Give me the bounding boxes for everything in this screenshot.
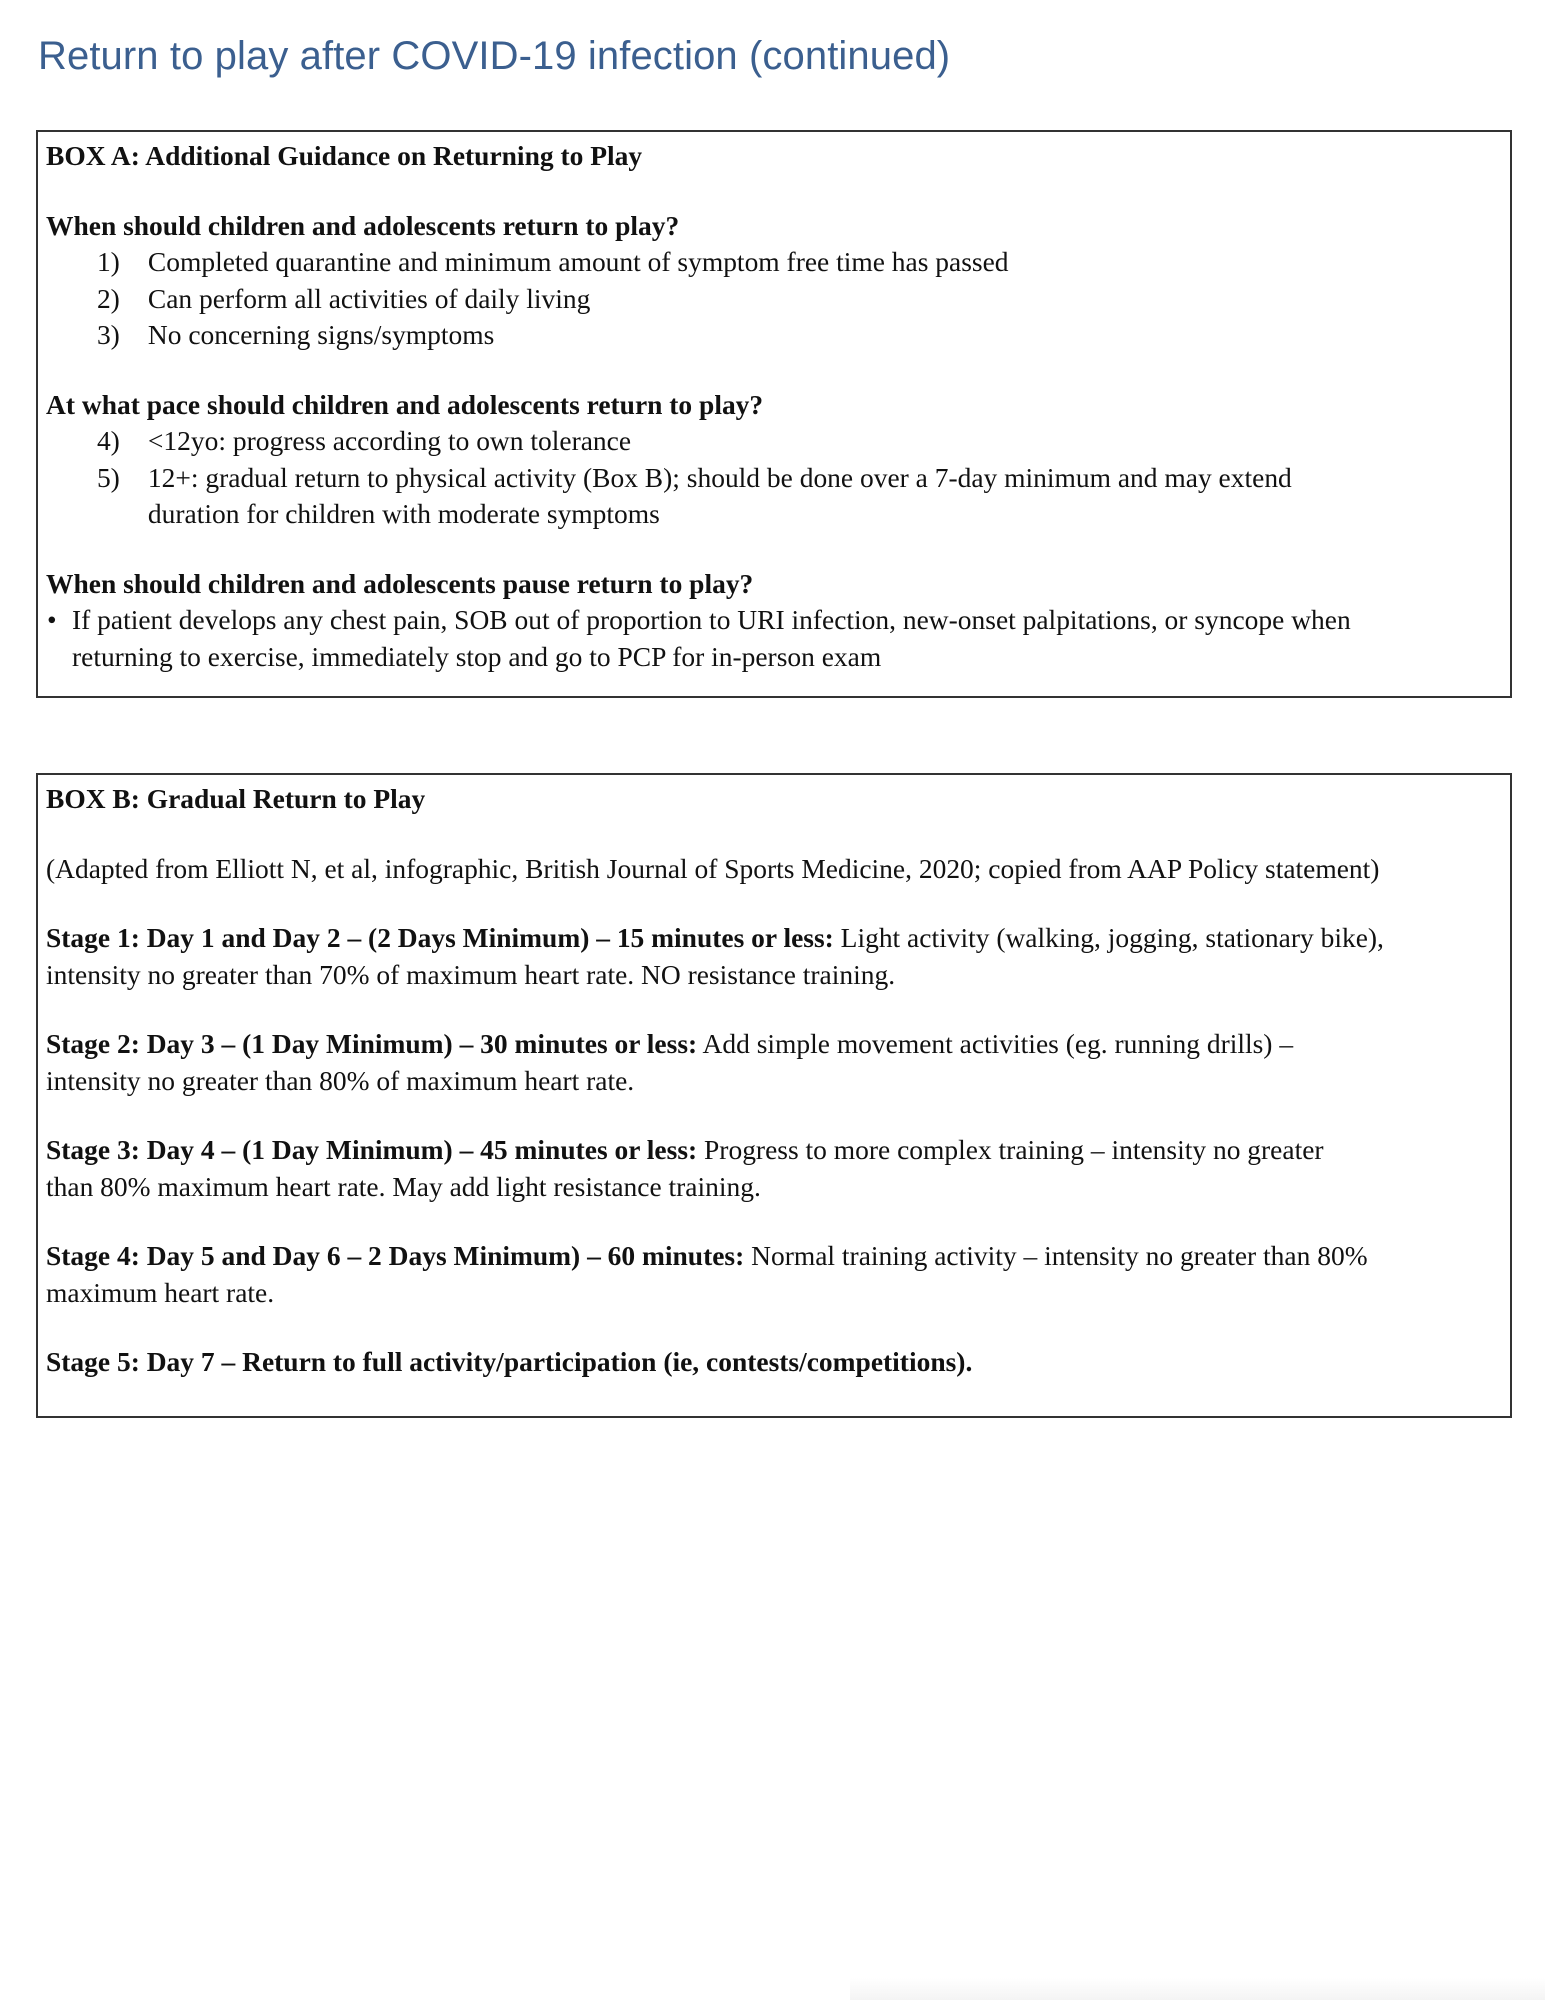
section-heading: When should children and adolescents pause return to play? <box>46 567 754 599</box>
list-number: 2) <box>96 282 120 314</box>
list-number: 1) <box>96 246 120 277</box>
list-item <box>46 317 1501 354</box>
bottom-shadow <box>850 1978 1545 2000</box>
section-heading: When should children and adolescents return to play? <box>46 209 680 241</box>
list-number: 4) <box>96 425 120 456</box>
stage-title: Stage 4: Day 5 and Day 6 – 2 Days Minimum) – 60 minutes: <box>46 1240 745 1271</box>
stage-2 <box>46 1026 1502 1099</box>
list-text: <12yo: progress according to own tolerance <box>147 425 632 456</box>
stage-title: Stage 1: Day 1 and Day 2 – (2 Days Minimum) – 15 minutes or less: <box>46 922 834 953</box>
stage-text-continuation: maximum heart rate. <box>46 1276 275 1308</box>
list-text: Can perform all activities of daily living <box>147 282 591 314</box>
stage-4 <box>46 1238 1502 1311</box>
bullet-item <box>46 602 1501 639</box>
stage-1 <box>46 920 1502 993</box>
list-item <box>46 460 1501 497</box>
box-b-title: BOX B: Gradual Return to Play <box>46 783 426 814</box>
bullet-icon: • <box>46 604 57 635</box>
bullet-text-continuation: returning to exercise, immediately stop and go to PCP for in-person exam <box>71 640 882 672</box>
list-number: 3) <box>96 319 120 350</box>
box-b <box>36 773 1512 1418</box>
stage-3 <box>46 1132 1502 1205</box>
box-a-title: BOX A: Additional Guidance on Returning to Play <box>46 140 643 171</box>
list-number: 5) <box>96 461 120 493</box>
section-heading: At what pace should children and adolescents return to play? <box>46 388 764 420</box>
stage-text: Light activity (walking, jogging, stationary bike), <box>833 922 1384 953</box>
source-citation: (Adapted from Elliott N, et al, infographic, British Journal of Sports Medicine, 2020; copied from AAP Policy statement) <box>46 852 1380 884</box>
stage-text: Add simple movement activities (eg. running drills) – <box>697 1028 1294 1059</box>
list-text: Completed quarantine and minimum amount of symptom free time has passed <box>147 246 1009 277</box>
stage-text-continuation: intensity no greater than 80% of maximum heart rate. <box>46 1064 635 1096</box>
stage-text: Normal training activity – intensity no greater than 80% <box>744 1240 1368 1271</box>
list-text-continuation: duration for children with moderate symptoms <box>147 498 660 529</box>
bullet-text: If patient develops any chest pain, SOB out of proportion to URI infection, new-onset palpitations, or syncope when <box>71 604 1351 635</box>
list-item <box>46 423 1501 460</box>
list-text: 12+: gradual return to physical activity (Box B); should be done over a 7-day minimum and may extend <box>147 461 1292 493</box>
stage-text-continuation: than 80% maximum heart rate. May add light resistance training. <box>46 1170 761 1202</box>
list-item <box>46 244 1501 281</box>
list-text: No concerning signs/symptoms <box>147 319 495 350</box>
stage-text-continuation: intensity no greater than 70% of maximum heart rate. NO resistance training. <box>46 958 896 990</box>
list-item <box>46 281 1501 318</box>
stage-title: Stage 5: Day 7 – Return to full activity/participation (ie, contests/competitions). <box>46 1346 973 1377</box>
stage-5 <box>46 1344 1502 1381</box>
stage-title: Stage 3: Day 4 – (1 Day Minimum) – 45 minutes or less: <box>46 1134 698 1165</box>
stage-title: Stage 2: Day 3 – (1 Day Minimum) – 30 minutes or less: <box>46 1028 698 1059</box>
stage-text: Progress to more complex training – intensity no greater <box>697 1134 1324 1165</box>
box-a <box>36 130 1512 698</box>
page-title: Return to play after COVID-19 infection (continued) <box>38 34 951 78</box>
